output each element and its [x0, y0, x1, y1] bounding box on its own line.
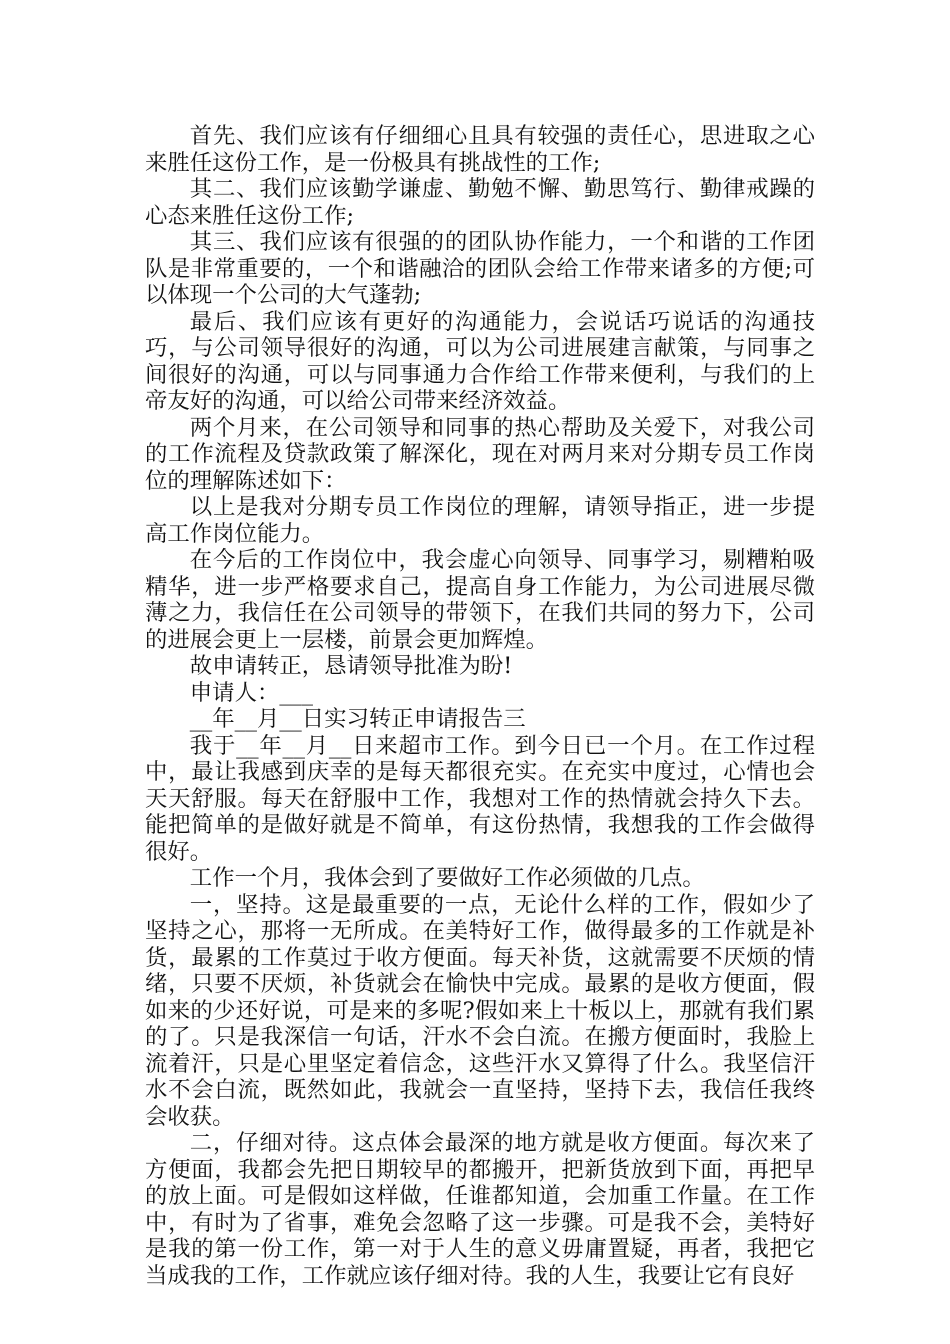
paragraph-supermarket: 我于__年__月__日来超市工作。到今日已一个月。在工作过程中，最让我感到庆幸的是每天都很充实。在充实中度过，心情也会天天舒服。每天在舒服中工作，我想对工作的热情就会持久下去。能把简单的是做好就是不简单，有这份热情，我想我的工作会做得很好。 [145, 732, 815, 865]
paragraph-applicant: 申请人：___ [189, 679, 313, 706]
paragraph-responsibility: 首先、我们应该有仔细细心且具有较强的责任心，思进取之心来胜任这份工作，是一份极具有挑战性的工作; [145, 123, 815, 176]
paragraph-communication: 最后、我们应该有更好的沟通能力，会说话巧说话的沟通技巧，与公司领导很好的沟通，可以为公司进展建言献策，与同事之间很好的沟通，可以与同事通力合作给工作带来便利，与我们的上帝友好的沟通，可以给公司带来经济效益。 [145, 308, 815, 414]
paragraph-understanding: 以上是我对分期专员工作岗位的理解，请领导指正，进一步提高工作岗位能力。 [145, 494, 815, 547]
document-body [145, 123, 815, 1289]
paragraph-teamwork: 其三、我们应该有很强的的团队协作能力，一个和谐的工作团队是非常重要的，一个和谐融洽的团队会给工作带来诸多的方便;可以体现一个公司的大气蓬勃; [145, 229, 815, 308]
paragraph-persistence: 一，坚持。这是最重要的一点，无论什么样的工作，假如少了坚持之心，那将一无所成。在美特好工作，做得最多的工作就是补货，最累的工作莫过于收方便面。每天补货，这就需要不厌烦的情绪，只要不厌烦，补货就会在愉快中完成。最累的是收方便面，假如来的少还好说，可是来的多呢?假如来上十板以上，那就有我们累的了。只是我深信一句话，汗水不会白流。在搬方便面时，我脸上流着汗，只是心里坚定着信念，这些汗水又算得了什么。我坚信汗水不会白流，既然如此，我就会一直坚持，坚持下去，我信任我终会收获。 [145, 891, 815, 1130]
paragraph-lessons: 工作一个月，我体会到了要做好工作必须做的几点。 [189, 865, 705, 891]
paragraph-diligence: 其二、我们应该勤学谦虚、勤勉不懈、勤思笃行、勤律戒躁的心态来胜任这份工作; [145, 176, 815, 229]
paragraph-future: 在今后的工作岗位中，我会虚心向领导、同事学习，剔糟粕吸精华，进一步严格要求自己，提高自身工作能力，为公司进展尽微薄之力，我信任在公司领导的带领下，在我们共同的努力下，公司的进展会更上一层楼，前景会更加辉煌。 [145, 547, 815, 653]
paragraph-request: 故申请转正，恳请领导批准为盼! [189, 653, 513, 679]
paragraph-report-title: __年__月__日实习转正申请报告三 [189, 706, 526, 732]
paragraph-two-months: 两个月来，在公司领导和同事的热心帮助及关爱下，对我公司的工作流程及贷款政策了解深化，现在对两月来对分期专员工作岗位的理解陈述如下： [145, 414, 815, 494]
paragraph-carefulness: 二，仔细对待。这点体会最深的地方就是收方便面。每次来了方便面，我都会先把日期较早的都搬开，把新货放到下面，再把早的放上面。可是假如这样做，任谁都知道，会加重工作量。在工作中，有时为了省事，难免会忽略了这一步骤。可是我不会，美特好是我的第一份工作，第一对于人生的意义毋庸置疑，再者，我把它当成我的工作，工作就应该仔细对待。我的人生，我要让它有良好 [145, 1130, 815, 1289]
